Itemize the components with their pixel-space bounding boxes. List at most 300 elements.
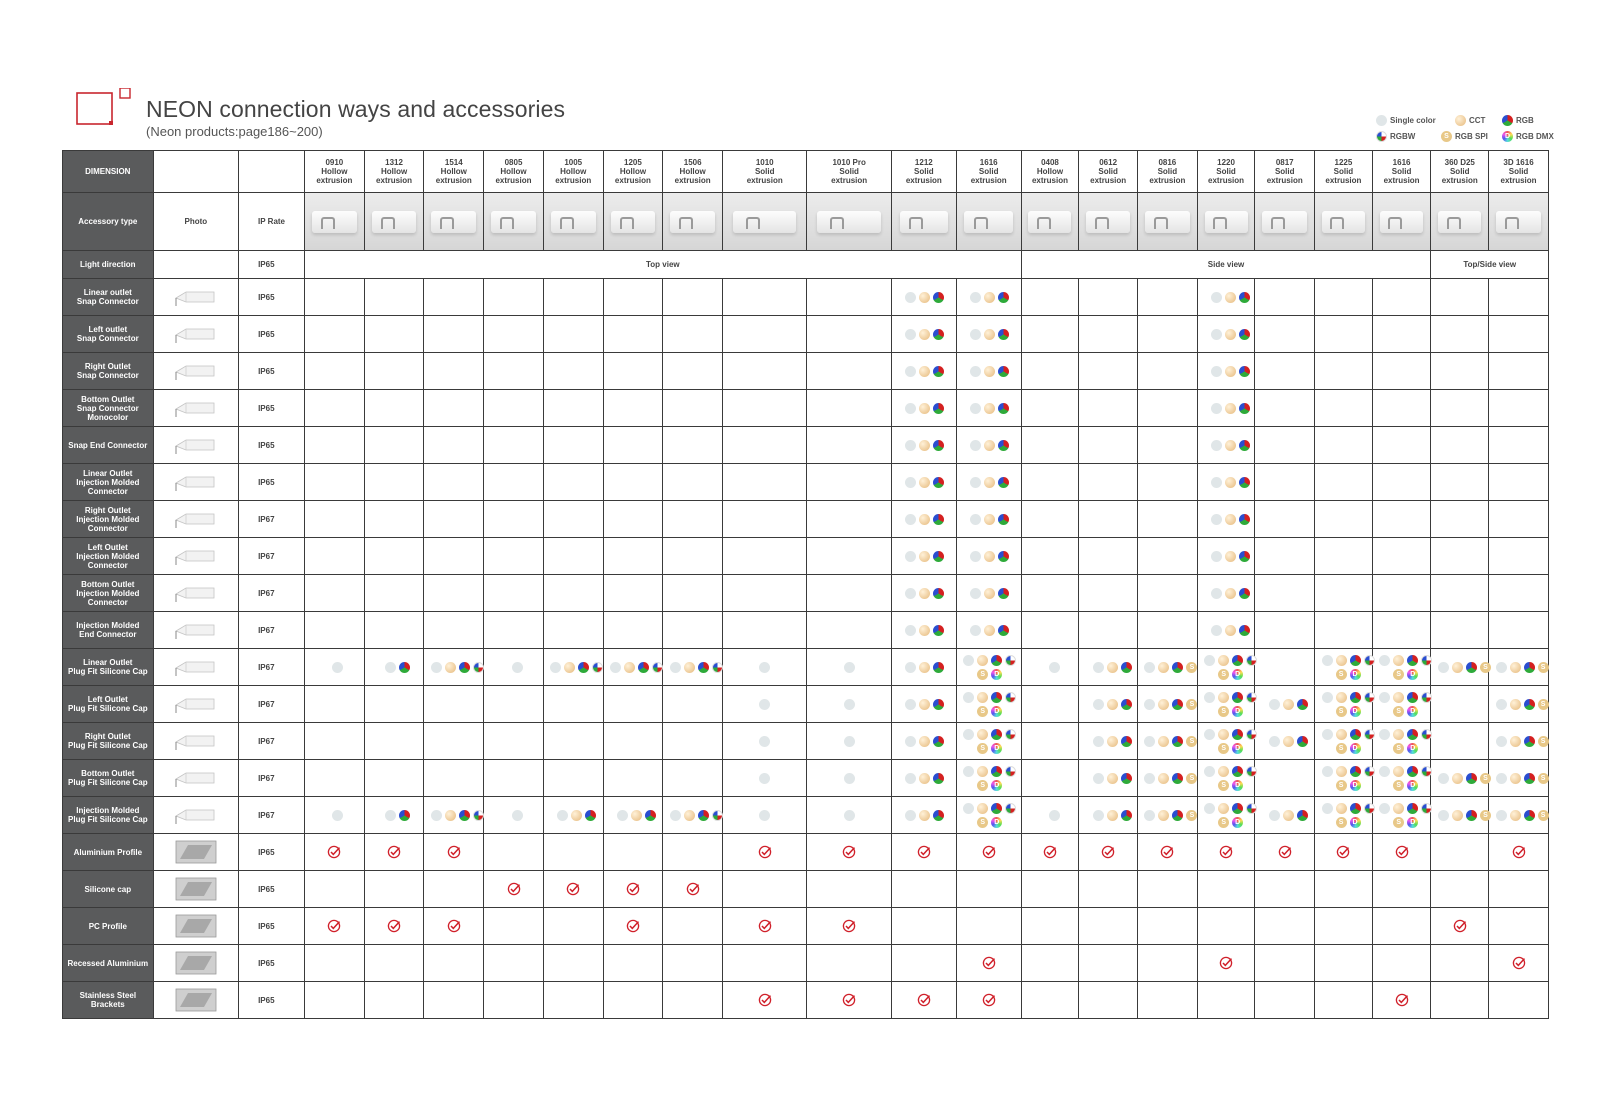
cct-color-icon bbox=[919, 699, 930, 710]
rgb-dmx-color-icon: D bbox=[991, 669, 1002, 680]
rgb-color-icon bbox=[933, 773, 944, 784]
cct-color-icon bbox=[1225, 477, 1236, 488]
cct-color-icon bbox=[1218, 766, 1229, 777]
compatibility-cell bbox=[304, 723, 364, 760]
column-header-ext: extrusion bbox=[1149, 176, 1186, 185]
compatibility-cell bbox=[1021, 464, 1079, 501]
rgb-spi-color-icon: S bbox=[1186, 810, 1197, 821]
compatibility-cell bbox=[1372, 723, 1431, 760]
compatibility-cell bbox=[1255, 279, 1315, 316]
rgbw-color-icon bbox=[1376, 131, 1387, 142]
table-row bbox=[63, 612, 1549, 649]
rgb-spi-color-icon: S bbox=[977, 817, 988, 828]
neon-profile-photo bbox=[484, 193, 543, 250]
compatibility-cell bbox=[807, 390, 891, 427]
compatibility-cell bbox=[723, 353, 807, 390]
ip-rate-value: IP65 bbox=[239, 464, 305, 501]
cct-color-icon bbox=[1107, 699, 1118, 710]
rgb-dmx-color-icon: D bbox=[991, 780, 1002, 791]
single-color-icon bbox=[759, 773, 770, 784]
rgb-color-icon bbox=[1239, 292, 1250, 303]
compatibility-cell bbox=[1489, 908, 1549, 945]
accessory-type-name bbox=[63, 797, 154, 834]
accessory-type-name bbox=[63, 834, 154, 871]
compatibility-cell bbox=[424, 464, 484, 501]
compatibility-cell bbox=[1372, 760, 1431, 797]
single-color-icon bbox=[385, 662, 396, 673]
color-options bbox=[544, 810, 610, 821]
compatibility-cell bbox=[1315, 464, 1373, 501]
compatibility-cell bbox=[1021, 279, 1079, 316]
cct-color-icon bbox=[624, 662, 635, 673]
color-options bbox=[957, 729, 1023, 754]
compatibility-cell bbox=[663, 612, 723, 649]
color-options bbox=[1255, 699, 1321, 710]
rgb-color-icon bbox=[998, 625, 1009, 636]
compatibility-cell bbox=[807, 797, 891, 834]
compatibility-cell bbox=[484, 982, 544, 1019]
accessory-type-name-line: Snap Connector bbox=[76, 403, 139, 413]
neon-profile-shape bbox=[1205, 211, 1248, 233]
compatibility-cell bbox=[1197, 982, 1255, 1019]
compatibility-cell bbox=[484, 353, 544, 390]
compatibility-cell bbox=[956, 279, 1021, 316]
accessory-type-name-line: Linear Outlet bbox=[83, 658, 133, 667]
side-view-label: Side view bbox=[1021, 251, 1431, 279]
rgb-spi-color-icon: S bbox=[1538, 699, 1549, 710]
neon-profile-photo bbox=[544, 193, 603, 250]
compatibility-cell bbox=[603, 834, 663, 871]
compatibility-cell bbox=[1255, 316, 1315, 353]
compatibility-cell bbox=[1489, 723, 1549, 760]
neon-profile-photo bbox=[807, 193, 890, 250]
rgb-dmx-color-icon: D bbox=[1350, 817, 1361, 828]
compatibility-cell bbox=[1021, 871, 1079, 908]
column-header-code: 1616 bbox=[979, 158, 998, 167]
color-options bbox=[957, 329, 1023, 340]
cct-color-icon bbox=[1510, 810, 1521, 821]
column-header bbox=[364, 151, 424, 193]
accessory-type-name-line: Bottom Outlet bbox=[81, 769, 135, 778]
accessory-type-name-line: Brackets bbox=[90, 1000, 125, 1009]
neon-profile-shape bbox=[733, 211, 796, 233]
compatibility-cell bbox=[1255, 353, 1315, 390]
compatibility-cell bbox=[484, 575, 544, 612]
compatibility-cell bbox=[1431, 649, 1489, 686]
single-color-icon bbox=[1211, 588, 1222, 599]
compatibility-cell bbox=[304, 908, 364, 945]
single-color-icon bbox=[1204, 766, 1215, 777]
rgb-color-icon bbox=[933, 366, 944, 377]
single-color-icon bbox=[844, 699, 855, 710]
ip-rate-value: IP67 bbox=[239, 723, 305, 760]
accessory-type-name bbox=[63, 279, 154, 316]
compatibility-cell bbox=[603, 982, 663, 1019]
compatibility-cell bbox=[1431, 464, 1489, 501]
neon-profile-photo bbox=[1373, 193, 1431, 250]
compatibility-cell bbox=[1137, 575, 1197, 612]
compatibility-cell bbox=[1255, 464, 1315, 501]
accessory-type-name-line: Plug Fit Silicone Cap bbox=[68, 741, 148, 750]
product-photo-cell bbox=[1255, 193, 1315, 251]
compatibility-cell bbox=[1431, 834, 1489, 871]
single-color-icon bbox=[1322, 766, 1333, 777]
rgb-color-icon bbox=[1350, 803, 1361, 814]
single-color-icon bbox=[1322, 655, 1333, 666]
compatibility-cell bbox=[1079, 834, 1138, 871]
rgb-spi-color-icon: S bbox=[1218, 706, 1229, 717]
single-color-icon bbox=[1322, 692, 1333, 703]
compatibility-cell bbox=[543, 945, 603, 982]
color-options bbox=[892, 773, 958, 784]
single-color-icon bbox=[1049, 810, 1060, 821]
check-icon bbox=[917, 993, 931, 1007]
color-options bbox=[663, 810, 729, 821]
single-color-icon bbox=[1496, 810, 1507, 821]
compatibility-cell bbox=[807, 427, 891, 464]
product-photo-cell bbox=[1431, 193, 1489, 251]
accessory-photo-icon bbox=[174, 654, 218, 680]
column-header bbox=[1197, 151, 1255, 193]
compatibility-cell bbox=[1489, 427, 1549, 464]
cct-color-icon bbox=[1107, 736, 1118, 747]
column-header-code: 1205 bbox=[624, 158, 642, 167]
compatibility-cell bbox=[663, 982, 723, 1019]
cct-color-icon bbox=[1336, 692, 1347, 703]
neon-profile-photo bbox=[723, 193, 806, 250]
compatibility-cell bbox=[1489, 834, 1549, 871]
rgb-spi-color-icon: S bbox=[977, 743, 988, 754]
compatibility-cell bbox=[891, 908, 956, 945]
color-options bbox=[1315, 729, 1381, 754]
accessory-photo-icon bbox=[174, 506, 218, 532]
neon-profile-photo bbox=[1315, 193, 1372, 250]
neon-profile-photo bbox=[424, 193, 483, 250]
compatibility-cell bbox=[663, 686, 723, 723]
column-header-code: 360 D25 bbox=[1444, 158, 1475, 167]
rgb-spi-color-icon: S bbox=[1538, 773, 1549, 784]
compatibility-cell bbox=[1315, 797, 1373, 834]
single-color-icon bbox=[332, 662, 343, 673]
color-options bbox=[484, 662, 550, 673]
cct-color-icon bbox=[1452, 662, 1463, 673]
rgb-color-icon bbox=[933, 329, 944, 340]
accessory-photo-icon bbox=[174, 691, 218, 717]
compatibility-cell bbox=[1315, 501, 1373, 538]
cct-color-icon bbox=[1510, 662, 1521, 673]
compatibility-cell bbox=[956, 982, 1021, 1019]
rgbw-color-icon bbox=[1005, 692, 1016, 703]
neon-profile-photo bbox=[1489, 193, 1548, 250]
compatibility-cell bbox=[891, 982, 956, 1019]
compatibility-cell bbox=[807, 723, 891, 760]
column-header-type: Solid bbox=[1098, 167, 1118, 176]
color-options bbox=[1198, 766, 1264, 791]
color-options bbox=[1255, 736, 1321, 747]
column-header bbox=[1255, 151, 1315, 193]
single-color-icon bbox=[512, 810, 523, 821]
rgb-spi-color-icon: S bbox=[1336, 817, 1347, 828]
compatibility-cell bbox=[1197, 834, 1255, 871]
compatibility-cell bbox=[1137, 390, 1197, 427]
compatibility-cell bbox=[1137, 353, 1197, 390]
compatibility-cell bbox=[1079, 686, 1138, 723]
cct-color-icon bbox=[1336, 803, 1347, 814]
compatibility-cell bbox=[1197, 575, 1255, 612]
ip-rate-value: IP65 bbox=[239, 908, 305, 945]
compatibility-cell bbox=[1315, 279, 1373, 316]
ip-rate-value: IP67 bbox=[239, 612, 305, 649]
color-options bbox=[816, 699, 882, 710]
compatibility-cell bbox=[1197, 538, 1255, 575]
compatibility-cell bbox=[723, 649, 807, 686]
rgb-dmx-color-icon: D bbox=[1502, 131, 1513, 142]
cct-color-icon bbox=[984, 588, 995, 599]
ip-rate-value: IP65 bbox=[239, 834, 305, 871]
table-row bbox=[63, 871, 1549, 908]
accessory-type-name-line: Right Outlet bbox=[84, 505, 131, 515]
table-row bbox=[63, 464, 1549, 501]
color-options bbox=[1198, 514, 1264, 525]
cct-color-icon bbox=[1455, 115, 1466, 126]
column-header bbox=[543, 151, 603, 193]
column-header-ext: extrusion bbox=[614, 176, 651, 185]
single-color-icon bbox=[550, 662, 561, 673]
compatibility-cell bbox=[1431, 723, 1489, 760]
accessory-type-name-line: Right Outlet bbox=[84, 362, 131, 371]
compatibility-cell bbox=[663, 908, 723, 945]
compatibility-cell bbox=[603, 427, 663, 464]
rgb-color-icon bbox=[991, 729, 1002, 740]
compatibility-cell bbox=[1137, 279, 1197, 316]
column-header-ext: extrusion bbox=[905, 176, 942, 185]
rgb-color-icon bbox=[1407, 692, 1418, 703]
neon-profile-shape bbox=[1028, 211, 1071, 233]
check-icon bbox=[327, 845, 341, 859]
accessory-photo-icon bbox=[174, 617, 218, 643]
single-color-icon bbox=[1093, 699, 1104, 710]
single-color-icon bbox=[970, 551, 981, 562]
rgb-spi-color-icon: S bbox=[1218, 669, 1229, 680]
single-color-icon bbox=[1438, 773, 1449, 784]
column-header-type: Hollow bbox=[619, 167, 647, 176]
color-options bbox=[1198, 803, 1264, 828]
cct-color-icon bbox=[984, 403, 995, 414]
compatibility-cell bbox=[364, 686, 424, 723]
compatibility-cell bbox=[1255, 538, 1315, 575]
single-color-icon bbox=[963, 692, 974, 703]
compatibility-cell bbox=[1137, 316, 1197, 353]
compatibility-cell bbox=[1315, 353, 1373, 390]
accessory-photo-icon bbox=[174, 728, 218, 754]
cct-color-icon bbox=[1393, 729, 1404, 740]
compatibility-cell bbox=[543, 316, 603, 353]
check-icon bbox=[842, 919, 856, 933]
single-color-icon bbox=[1204, 692, 1215, 703]
color-options bbox=[816, 773, 882, 784]
color-options bbox=[1079, 773, 1145, 784]
rgb-spi-color-icon: S bbox=[1393, 780, 1404, 791]
accessory-type-name-line: Connector bbox=[87, 597, 128, 607]
compatibility-cell bbox=[1315, 686, 1373, 723]
cct-color-icon bbox=[1107, 662, 1118, 673]
rgb-color-icon bbox=[1297, 810, 1308, 821]
accessory-photo-icon bbox=[174, 432, 218, 458]
compatibility-cell bbox=[1255, 908, 1315, 945]
product-photo-cell bbox=[1197, 193, 1255, 251]
check-icon bbox=[1278, 845, 1292, 859]
compatibility-cell bbox=[304, 871, 364, 908]
product-photo-cell bbox=[956, 193, 1021, 251]
compatibility-cell bbox=[1372, 501, 1431, 538]
ip-rate-value: IP65 bbox=[239, 871, 305, 908]
compatibility-cell bbox=[1489, 390, 1549, 427]
compatibility-cell bbox=[304, 316, 364, 353]
compatibility-cell bbox=[1255, 871, 1315, 908]
compatibility-cell bbox=[1079, 945, 1138, 982]
compatibility-cell bbox=[1431, 686, 1489, 723]
accessory-type-name-line: Linear Outlet bbox=[83, 468, 133, 478]
color-options bbox=[1315, 692, 1381, 717]
accessory-photo-cell bbox=[153, 797, 238, 834]
single-color-icon bbox=[963, 766, 974, 777]
compatibility-cell bbox=[1079, 871, 1138, 908]
color-options bbox=[957, 588, 1023, 599]
accessory-photo-cell bbox=[153, 279, 238, 316]
compatibility-cell bbox=[543, 871, 603, 908]
page-subtitle: (Neon products:page186~200) bbox=[146, 124, 323, 139]
compatibility-cell bbox=[1431, 908, 1489, 945]
single-color-icon bbox=[1093, 662, 1104, 673]
accessory-type-name-line: Connector bbox=[87, 560, 128, 570]
compatibility-cell bbox=[424, 982, 484, 1019]
color-options bbox=[1198, 655, 1264, 680]
color-options bbox=[1138, 810, 1204, 821]
column-header bbox=[1372, 151, 1431, 193]
check-icon bbox=[982, 956, 996, 970]
compatibility-cell bbox=[603, 760, 663, 797]
compatibility-cell bbox=[1489, 612, 1549, 649]
compatibility-cell bbox=[364, 797, 424, 834]
rgb-dmx-color-icon: D bbox=[1232, 743, 1243, 754]
cct-color-icon bbox=[984, 477, 995, 488]
compatibility-cell bbox=[723, 686, 807, 723]
column-header-type: Solid bbox=[1274, 167, 1295, 176]
check-icon bbox=[387, 919, 401, 933]
color-options bbox=[892, 292, 958, 303]
single-color-icon bbox=[970, 440, 981, 451]
color-options bbox=[816, 810, 882, 821]
color-options bbox=[1198, 625, 1264, 636]
compatibility-cell bbox=[663, 390, 723, 427]
rgb-spi-color-icon: S bbox=[1480, 662, 1491, 673]
color-options bbox=[1198, 588, 1264, 599]
cct-color-icon bbox=[984, 514, 995, 525]
compatibility-cell bbox=[543, 501, 603, 538]
accessory-photo-cell bbox=[153, 723, 238, 760]
rgbw-color-icon bbox=[473, 810, 484, 821]
column-header bbox=[603, 151, 663, 193]
single-color-icon bbox=[1093, 736, 1104, 747]
cct-color-icon bbox=[919, 403, 930, 414]
rgb-spi-color-icon: S bbox=[1336, 706, 1347, 717]
compatibility-cell bbox=[891, 464, 956, 501]
single-color-icon bbox=[905, 662, 916, 673]
rgb-color-icon bbox=[1466, 662, 1477, 673]
compatibility-cell bbox=[1255, 945, 1315, 982]
rgb-color-icon bbox=[1121, 699, 1132, 710]
accessory-type-name-line: Left Outlet bbox=[87, 542, 128, 552]
color-options bbox=[1373, 729, 1439, 754]
accessory-type-name bbox=[63, 760, 154, 797]
accessory-type-name-line: Injection Molded bbox=[76, 551, 140, 561]
rgb-color-icon bbox=[1297, 699, 1308, 710]
neon-profile-photo bbox=[892, 193, 956, 250]
compatibility-cell bbox=[891, 427, 956, 464]
compatibility-cell bbox=[1431, 871, 1489, 908]
table-row bbox=[63, 686, 1549, 723]
compatibility-cell bbox=[304, 982, 364, 1019]
check-icon bbox=[1453, 919, 1467, 933]
color-options bbox=[365, 662, 431, 673]
cct-color-icon bbox=[1158, 662, 1169, 673]
rgb-spi-color-icon: S bbox=[1393, 669, 1404, 680]
color-options bbox=[1138, 736, 1204, 747]
compatibility-cell bbox=[304, 390, 364, 427]
compatibility-cell bbox=[723, 871, 807, 908]
check-icon bbox=[686, 882, 700, 896]
compatibility-cell bbox=[956, 501, 1021, 538]
column-header-code: 1005 bbox=[564, 158, 583, 167]
single-color-icon bbox=[759, 662, 770, 673]
rgbw-color-icon bbox=[1246, 729, 1257, 740]
rgb-color-icon bbox=[585, 810, 596, 821]
compatibility-cell bbox=[1315, 945, 1373, 982]
rgb-color-icon bbox=[933, 477, 944, 488]
single-color-icon bbox=[905, 736, 916, 747]
compatibility-cell bbox=[1372, 686, 1431, 723]
rgbw-color-icon bbox=[1364, 803, 1375, 814]
check-icon bbox=[327, 919, 341, 933]
compatibility-cell bbox=[807, 612, 891, 649]
accessory-compatibility-table bbox=[62, 150, 1549, 1019]
accessory-photo-icon bbox=[174, 950, 218, 976]
compatibility-cell bbox=[1197, 501, 1255, 538]
single-color-icon bbox=[1211, 551, 1222, 562]
rgb-color-icon bbox=[1121, 810, 1132, 821]
table-row bbox=[63, 760, 1549, 797]
compatibility-cell bbox=[603, 649, 663, 686]
check-icon bbox=[842, 993, 856, 1007]
compatibility-cell bbox=[424, 686, 484, 723]
rgb-color-icon bbox=[998, 551, 1009, 562]
rgb-color-icon bbox=[1232, 766, 1243, 777]
rgb-color-icon bbox=[1524, 810, 1535, 821]
compatibility-cell bbox=[1197, 908, 1255, 945]
accessory-type-name-line: Connector bbox=[87, 486, 128, 496]
compatibility-cell bbox=[543, 982, 603, 1019]
compatibility-cell bbox=[304, 649, 364, 686]
compatibility-cell bbox=[723, 723, 807, 760]
color-options bbox=[1079, 810, 1145, 821]
color-options bbox=[892, 477, 958, 488]
color-options bbox=[1079, 736, 1145, 747]
accessory-type-name-line: Linear outlet bbox=[83, 288, 132, 297]
rgb-color-icon bbox=[459, 662, 470, 673]
column-header-type: Hollow bbox=[440, 167, 467, 176]
single-color-icon bbox=[610, 662, 621, 673]
rgb-spi-color-icon: S bbox=[1218, 743, 1229, 754]
